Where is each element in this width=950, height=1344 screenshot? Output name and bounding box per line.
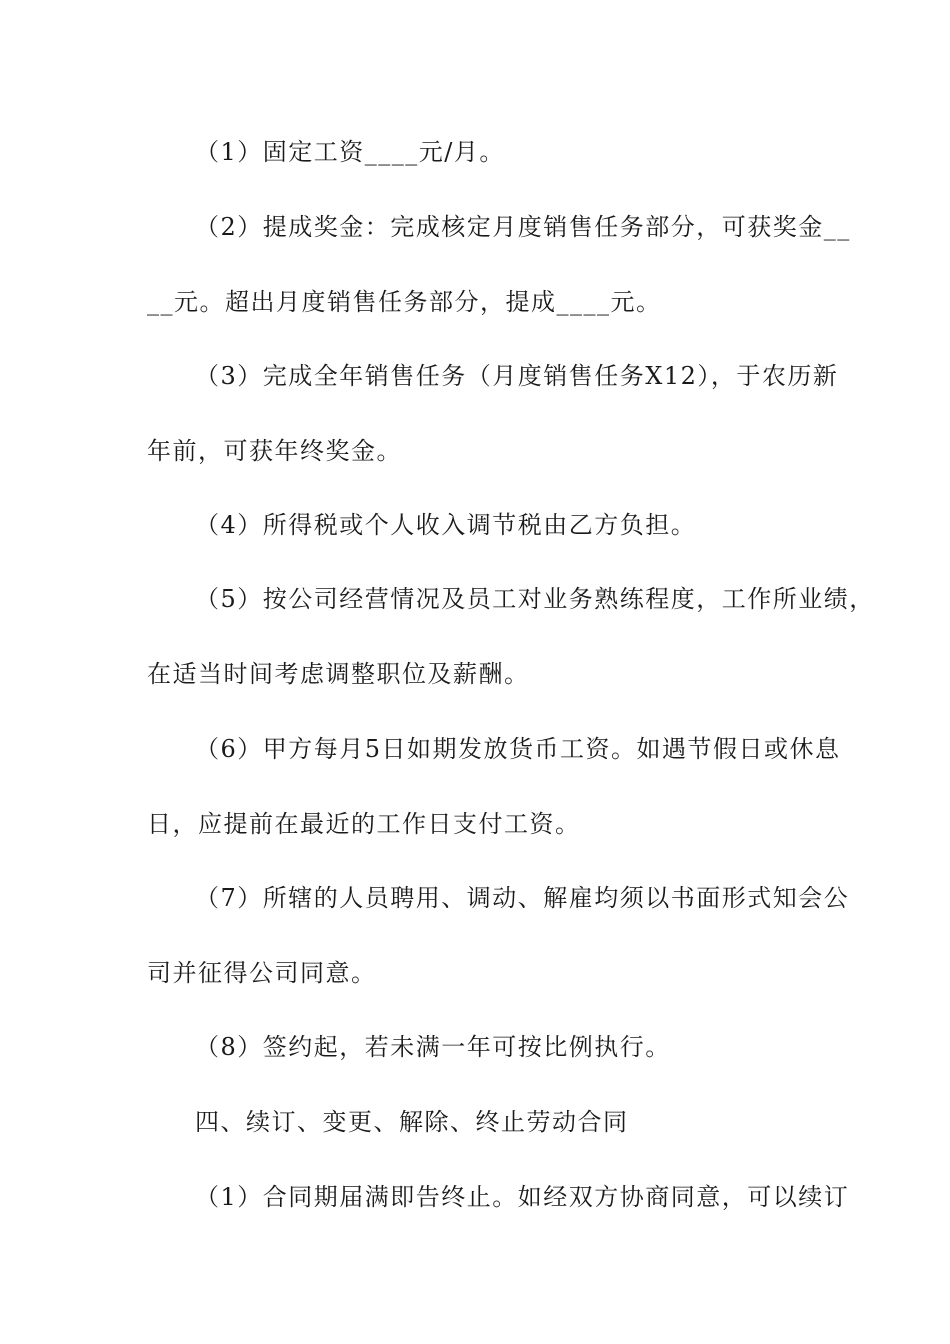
paragraph-payday: （6）甲方每月5日如期发放货币工资。如遇节假日或休息 (195, 735, 841, 763)
paragraph-fixed-salary: （1）固定工资____元/月。 (195, 138, 505, 166)
paragraph-staffing: （7）所辖的人员聘用、调动、解雇均须以书面形式知会公 (195, 884, 850, 912)
paragraph-prorate: （8）签约起，若未满一年可按比例执行。 (195, 1033, 671, 1061)
paragraph-adjustment-cont: 在适当时间考虑调整职位及薪酬。 (147, 660, 530, 688)
paragraph-income-tax: （4）所得税或个人收入调节税由乙方负担。 (195, 511, 697, 539)
paragraph-commission-bonus: （2）提成奖金：完成核定月度销售任务部分，可获奖金__ (195, 213, 851, 241)
paragraph-annual-target-cont: 年前，可获年终奖金。 (147, 437, 402, 465)
paragraph-annual-target: （3）完成全年销售任务（月度销售任务X12），于农历新 (195, 362, 839, 390)
paragraph-staffing-cont: 司并征得公司同意。 (147, 959, 377, 987)
section-heading-contract-renewal: 四、续订、变更、解除、终止劳动合同 (195, 1108, 629, 1136)
paragraph-commission-bonus-cont: __元。超出月度销售任务部分，提成____元。 (147, 288, 662, 316)
paragraph-contract-expiry: （1）合同期届满即告终止。如经双方协商同意，可以续订 (195, 1183, 850, 1211)
paragraph-payday-cont: 日，应提前在最近的工作日支付工资。 (147, 810, 581, 838)
paragraph-adjustment: （5）按公司经营情况及员工对业务熟练程度，工作所业绩， (195, 585, 875, 613)
